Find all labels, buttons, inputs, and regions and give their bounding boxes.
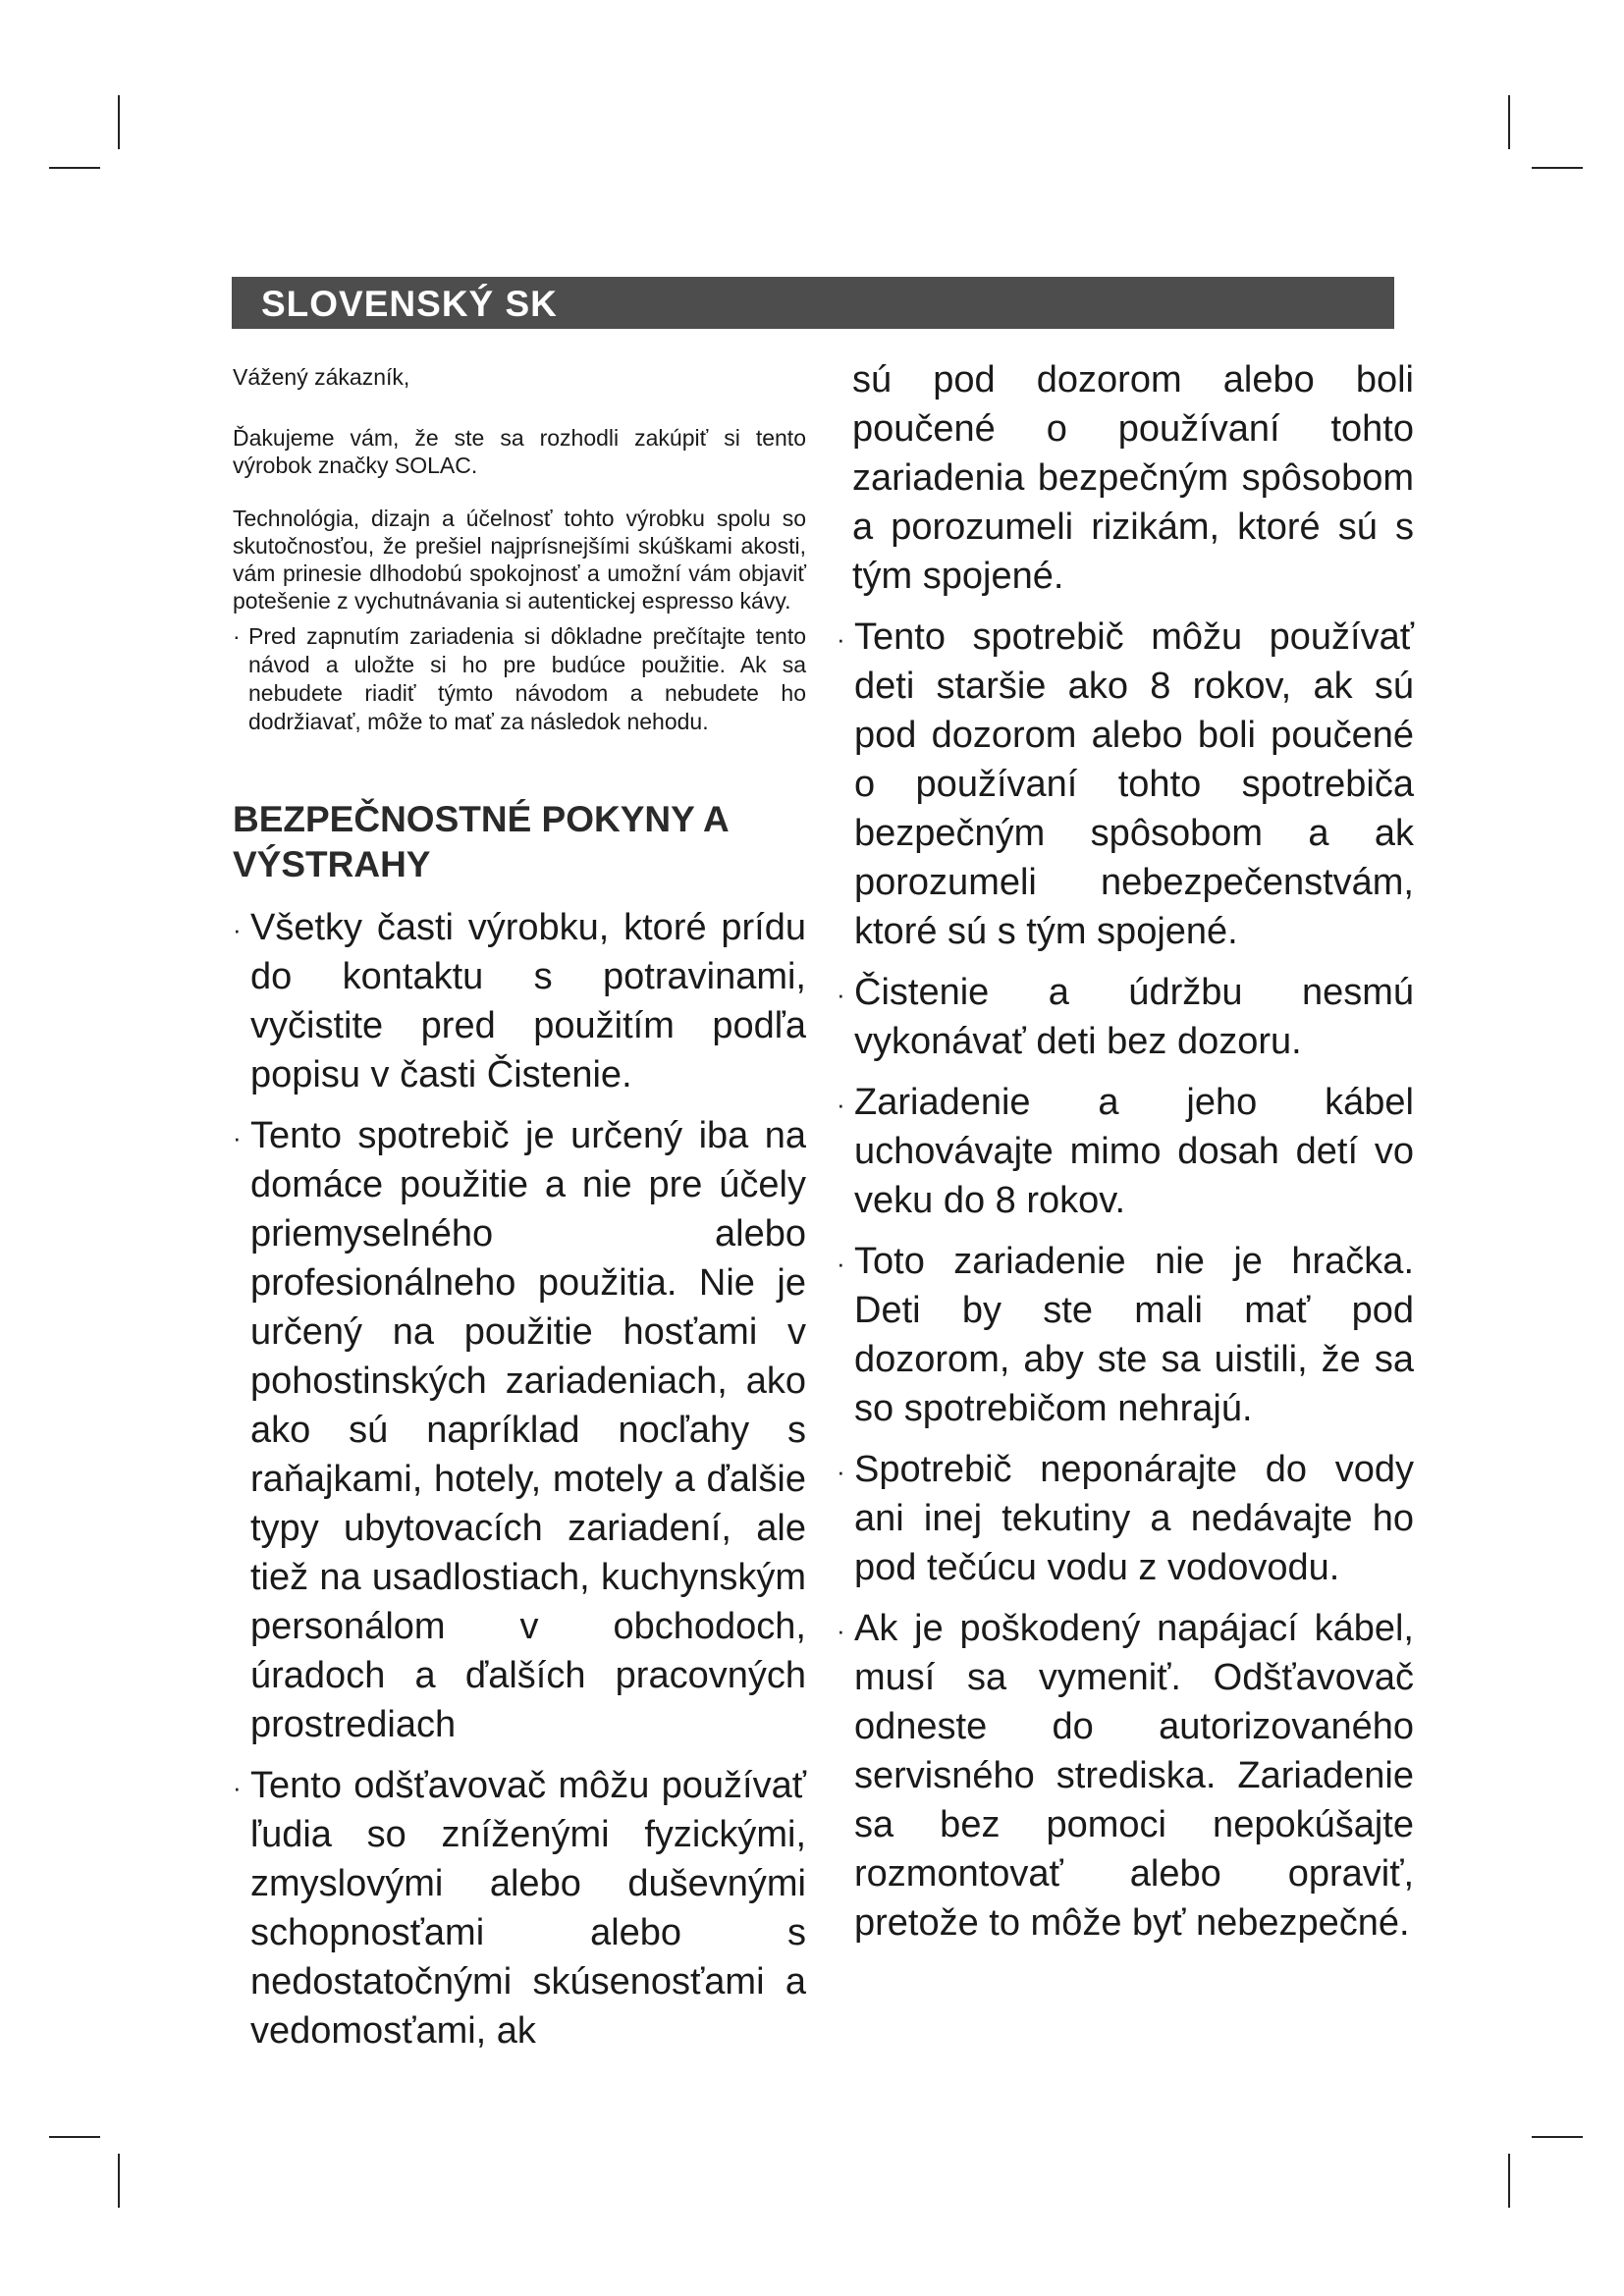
left-column <box>233 363 806 2067</box>
bullet-icon: · <box>837 624 845 654</box>
bullet-icon: · <box>233 623 241 649</box>
crop-mark-top-left-vertical <box>118 95 120 149</box>
crop-mark-top-right-horizontal <box>1532 167 1583 169</box>
safety-section-title: BEZPEČNOSTNÉ POKYNY A VÝSTRAHY <box>233 799 729 884</box>
crop-mark-bottom-right-vertical <box>1508 2154 1510 2208</box>
intro-technology: Technológia, dizajn a účelnosť tohto výrobku spolu so skutočnosťou, že prešiel najprísnejšími skúškami akosti, vám prinesie dlhodobú spokojnosť a umožní vám objaviť potešenie z vychutnávania si autentickej espresso kávy. <box>233 506 806 614</box>
safety-item-text: Čistenie a údržbu nesmú vykonávať deti bez dozoru. <box>854 972 1414 1062</box>
safety-item <box>837 1604 1414 1948</box>
safety-item-text: Všetky časti výrobku, ktoré prídu do kontaktu s potravinami, vyčistite pred použitím podľa popisu v časti Čistenie. <box>250 907 806 1095</box>
safety-item <box>233 1761 806 2056</box>
safety-item <box>837 613 1414 956</box>
safety-item-text: sú pod dozorom alebo boli poučené o používaní tohto zariadenia bezpečným spôsobom a porozumeli rizikám, ktoré sú s tým spojené. <box>852 359 1414 597</box>
intro-read-manual-text: Pred zapnutím zariadenia si dôkladne prečítajte tento návod a uložte si ho pre budúce použitie. Ak sa nebudete riadiť týmto návodom a nebudete ho dodržiavať, môže to mať za následok nehodu. <box>248 623 806 734</box>
safety-item-text: Spotrebič neponárajte do vody ani inej tekutiny a nedávajte ho pod tečúcu vodu z vodovodu. <box>854 1449 1414 1588</box>
bullet-icon: · <box>233 1123 242 1152</box>
bullet-icon: · <box>233 915 242 944</box>
safety-item-text: Tento odšťavovač môžu používať ľudia so zníženými fyzickými, zmyslovými alebo duševnými schopnosťami alebo s nedostatočnými skúsenosťami a vedomosťami, ak <box>250 1765 806 2052</box>
intro-greeting: Vážený zákazník, <box>233 364 410 390</box>
safety-item-text: Tento spotrebič môžu používať deti staršie ako 8 rokov, ak sú pod dozorom alebo boli poučené o používaní tohto spotrebiča bezpečným spôsobom a ak porozumeli nebezpečenstvám, ktoré sú s tým spojené. <box>854 616 1414 952</box>
safety-item <box>233 1111 806 1749</box>
safety-list-right <box>837 355 1414 1948</box>
intro-section <box>233 363 806 736</box>
safety-item <box>837 1078 1414 1225</box>
crop-mark-bottom-left-vertical <box>118 2154 120 2208</box>
bullet-icon: · <box>233 1773 242 1802</box>
safety-item <box>233 903 806 1099</box>
safety-item-text: Zariadenie a jeho kábel uchovávajte mimo dosah detí vo veku do 8 rokov. <box>854 1082 1414 1221</box>
intro-thanks: Ďakujeme vám, že ste sa rozhodli zakúpiť si tento výrobok značky SOLAC. <box>233 425 806 478</box>
bullet-icon: · <box>837 1249 845 1278</box>
safety-item-text: Tento spotrebič je určený iba na domáce použitie a nie pre účely priemyselného alebo profesionálneho použitia. Nie je určený na použitie hosťami v pohostinských zariadeniach, ako ako sú napríklad nocľahy s raňajkami, hotely, motely a ďalšie typy ubytovacích zariadení, ale tiež na usadlostiach, kuchynským personálom v obchodoch, úradoch a ďalších pracovných prostrediach <box>250 1115 806 1745</box>
bullet-icon: · <box>837 980 845 1009</box>
safety-item <box>837 968 1414 1066</box>
bullet-icon: · <box>837 1090 845 1119</box>
bullet-icon: · <box>837 1457 845 1486</box>
safety-list-left <box>233 903 806 2056</box>
intro-read-manual-item <box>233 622 806 736</box>
crop-mark-bottom-left-horizontal <box>49 2136 100 2138</box>
crop-mark-top-right-vertical <box>1508 95 1510 149</box>
right-column <box>837 355 1414 1959</box>
safety-item-text: Toto zariadenie nie je hračka. Deti by ste mali mať pod dozorom, aby ste sa uistili, že sa so spotrebičom nehrajú. <box>854 1241 1414 1429</box>
crop-mark-top-left-horizontal <box>49 167 100 169</box>
safety-item <box>837 1237 1414 1433</box>
safety-item-continuation <box>837 355 1414 601</box>
crop-mark-bottom-right-horizontal <box>1532 2136 1583 2138</box>
language-header-title: SLOVENSKÝ SK <box>261 284 558 324</box>
bullet-icon: · <box>837 1616 845 1645</box>
language-header-bar <box>232 277 1394 329</box>
safety-item-text: Ak je poškodený napájací kábel, musí sa vymeniť. Odšťavovač odneste do autorizovaného servisného strediska. Zariadenie sa bez pomoci nepokúšajte rozmontovať alebo opraviť, pretože to môže byť nebezpečné. <box>854 1608 1414 1944</box>
safety-item <box>837 1445 1414 1592</box>
